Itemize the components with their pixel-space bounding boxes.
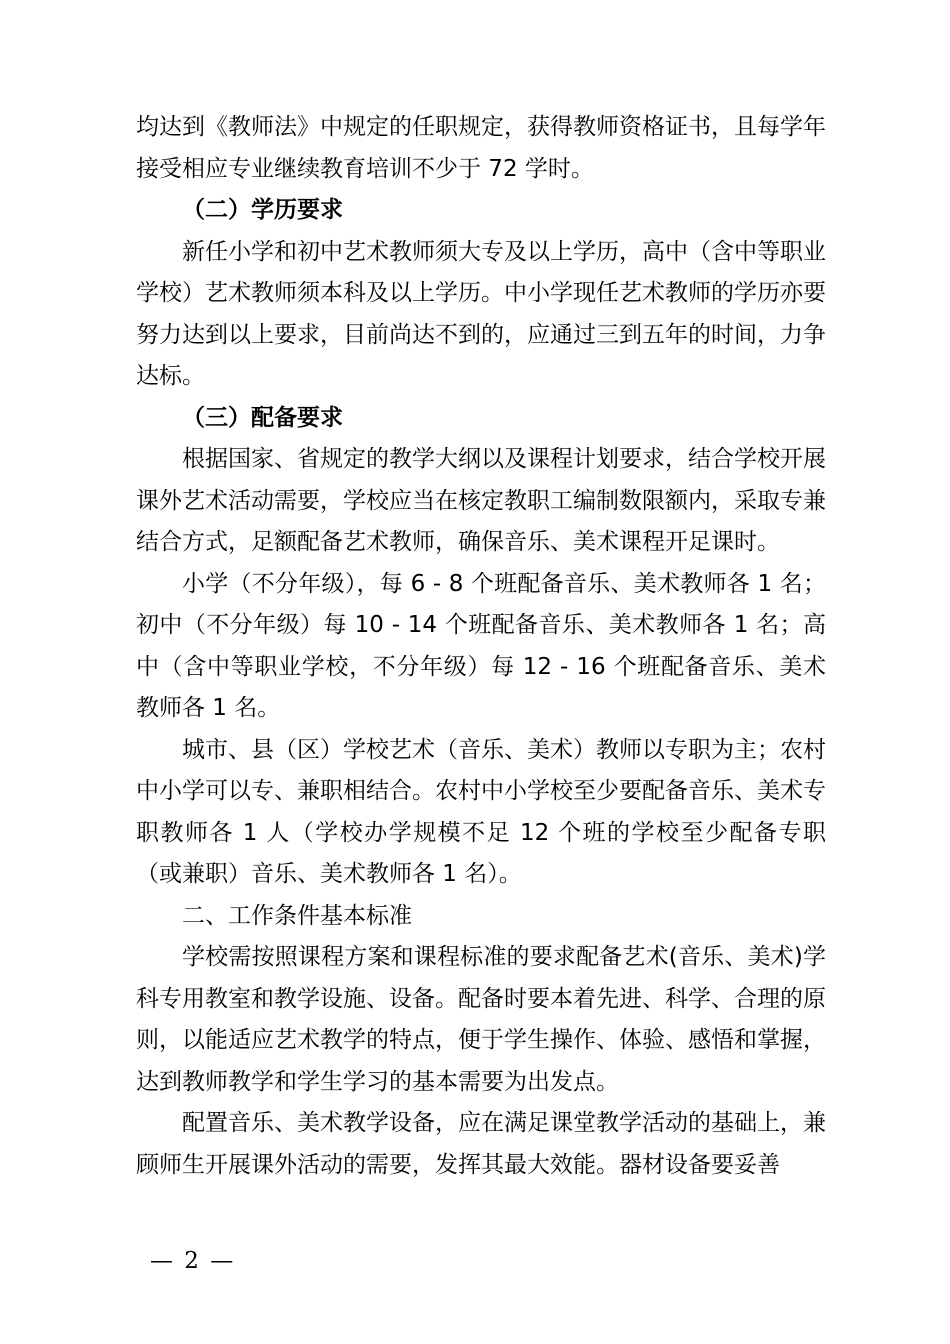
- paragraph-staffing-ratios: 小学（不分年级），每 6 - 8 个班配备音乐、美术教师各 1 名；初中（不分年级）每 10 - 14 个班配备音乐、美术教师各 1 名；高中（含中等职业学校，不分年级）每 12 - 16 个班配备音乐、美术教师各 1 名。: [136, 570, 826, 721]
- paragraph-staffing-requirements: 根据国家、省规定的教学大纲以及课程计划要求，结合学校开展课外艺术活动需要，学校应当在核定教职工编制数限额内，采取专兼结合方式，足额配备艺术教师，确保音乐、美术课程开足课时。: [136, 446, 826, 555]
- paragraph-equipment-configuration: 配置音乐、美术教学设备，应在满足课堂教学活动的基础上，兼顾师生开展课外活动的需要，发挥其最大效能。器材设备要妥善: [136, 1110, 826, 1178]
- page-number: — 2 —: [150, 1248, 236, 1274]
- paragraph-urban-rural-staffing: 城市、县（区）学校艺术（音乐、美术）教师以专职为主；农村中小学可以专、兼职相结合。农村中小学校至少要配备音乐、美术专职教师各 1 人（学校办学规模不足 12 个班的学校至少配备专职（或兼职）音乐、美术教师各 1 名）。: [136, 736, 826, 887]
- document-body: [136, 107, 826, 1186]
- paragraph-education-requirements: 新任小学和初中艺术教师须大专及以上学历，高中（含中等职业学校）艺术教师须本科及以上学历。中小学现任艺术教师的学历亦要努力达到以上要求，目前尚达不到的，应通过三到五年的时间，力争达标。: [136, 238, 826, 389]
- paragraph-teacher-qualification: 均达到《教师法》中规定的任职规定，获得教师资格证书，且每学年接受相应专业继续教育培训不少于 72 学时。: [136, 114, 826, 182]
- heading-staffing-requirements: （三）配备要求: [182, 404, 343, 431]
- paragraph-classroom-equipment: 学校需按照课程方案和课程标准的要求配备艺术(音乐、美术)学科专用教室和教学设施、设备。配备时要本着先进、科学、合理的原则，以能适应艺术教学的特点，便于学生操作、体验、感悟和掌握，达到教师教学和学生学习的基本需要为出发点。: [136, 944, 826, 1095]
- heading-education-requirements: （二）学历要求: [182, 197, 343, 223]
- section-title-working-conditions: 二、工作条件基本标准: [182, 902, 412, 929]
